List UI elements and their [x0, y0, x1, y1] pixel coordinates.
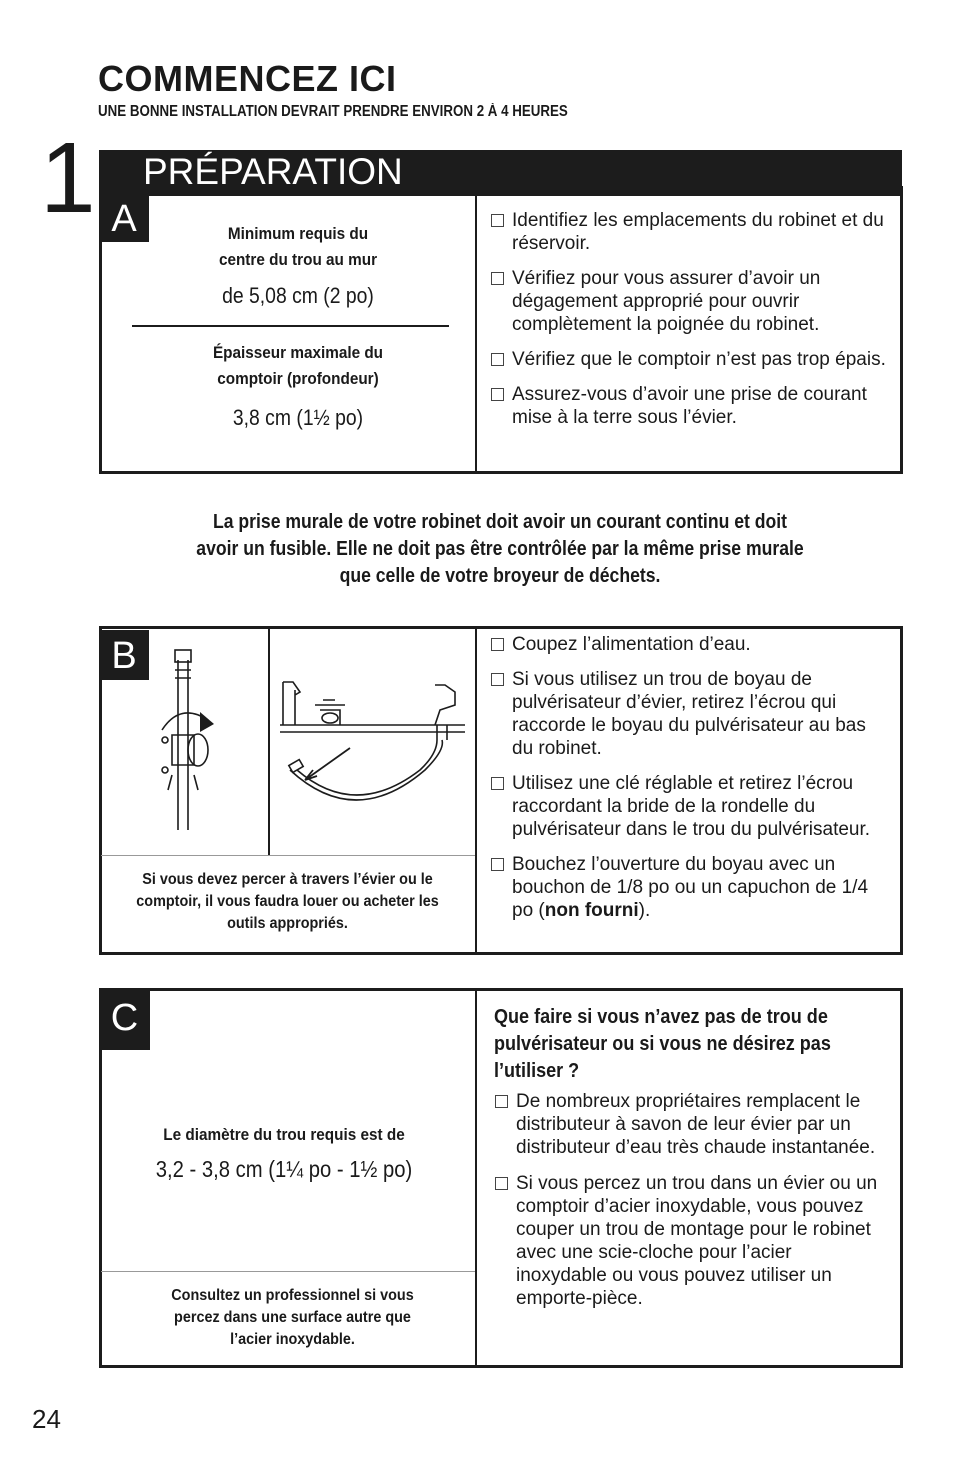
- section-b-divider: [475, 628, 477, 953]
- clearance-value: de 5,08 cm (2 po): [222, 283, 374, 308]
- checklist-item[interactable]: Identifiez les emplacements du robinet et du réservoir.: [486, 209, 886, 255]
- tools-note: Si vous devez percer à travers l’évier ou le comptoir, il vous faudra louer ou acheter les outils appropriés.: [136, 871, 439, 932]
- section-a-checklist: [486, 209, 886, 441]
- page-number: 24: [32, 1404, 61, 1434]
- section-b-letter: B: [99, 630, 149, 680]
- hole-diameter-label: Le diamètre du trou requis est de: [163, 1125, 405, 1144]
- section-a-letter: A: [99, 196, 149, 242]
- professional-note: Consultez un professionnel si vous percez dans une surface autre que l’acier inoxydable.: [171, 1287, 414, 1348]
- note-divider: [101, 855, 475, 856]
- checkbox-icon[interactable]: [495, 1095, 508, 1108]
- checkbox-icon[interactable]: [491, 777, 504, 790]
- checkbox-icon[interactable]: [491, 673, 504, 686]
- checklist-item[interactable]: Vérifiez que le comptoir n’est pas trop épais.: [486, 348, 886, 371]
- step-number: 1: [40, 122, 96, 234]
- checklist-item[interactable]: Vérifiez pour vous assurer d’avoir un dégagement approprié pour ouvrir complètement la poignée du robinet.: [486, 267, 886, 336]
- electrical-warning: La prise murale de votre robinet doit avoir un courant continu et doit avoir un fusible. Elle ne doit pas être contrôlée par la même prise murale que celle de votre broyeur de déchets.: [196, 511, 804, 587]
- section-heading: PRÉPARATION: [143, 151, 403, 192]
- spray-hose-illustration: [275, 670, 470, 820]
- checkbox-icon[interactable]: [495, 1177, 508, 1190]
- checkbox-icon[interactable]: [491, 214, 504, 227]
- section-c-checklist: [490, 1090, 885, 1322]
- section-b-checklist: [486, 633, 891, 934]
- clearance-label: Minimum requis du centre du trou au mur: [218, 224, 378, 269]
- checklist-item[interactable]: Bouchez l’ouverture du boyau avec un bouchon de 1/8 po ou un capuchon de 1/4 po (non fourni).: [486, 853, 891, 922]
- requirements-divider: [132, 325, 449, 327]
- section-c-divider: [475, 990, 477, 1366]
- checklist-item[interactable]: Si vous percez un trou dans un évier ou un comptoir d’acier inoxydable, vous pouvez couper un trou de montage pour le robinet avec une scie-cloche pour l’acier inoxydable ou vous pouvez utiliser un emporte-pièce.: [490, 1172, 885, 1310]
- page-title: COMMENCEZ ICI: [98, 58, 397, 99]
- spray-question: Que faire si vous n’avez pas de trou de pulvérisateur ou si vous ne désirez pas l’utiliser ?: [494, 1005, 831, 1082]
- checkbox-icon[interactable]: [491, 858, 504, 871]
- thickness-value: 3,8 cm (1½ po): [232, 405, 364, 430]
- checkbox-icon[interactable]: [491, 272, 504, 285]
- checklist-item[interactable]: Coupez l’alimentation d’eau.: [486, 633, 891, 656]
- section-c-letter: C: [99, 990, 150, 1050]
- checklist-item[interactable]: De nombreux propriétaires remplacent le distributeur à savon de leur évier par un distributeur d’eau très chaude instantanée.: [490, 1090, 885, 1159]
- checklist-item[interactable]: Utilisez une clé réglable et retirez l’écrou raccordant la bride de la rondelle du pulvérisateur dans le trou du pulvérisateur.: [486, 772, 891, 841]
- hole-diameter-value: 3,2 - 3,8 cm (1¼ po - 1½ po): [155, 1156, 413, 1182]
- wrench-nut-illustration: [150, 640, 260, 840]
- section-a-divider: [475, 196, 477, 472]
- checklist-item[interactable]: Assurez-vous d’avoir une prise de courant mise à la terre sous l’évier.: [486, 383, 886, 429]
- checkbox-icon[interactable]: [491, 353, 504, 366]
- thickness-label: Épaisseur maximale du comptoir (profondeur): [212, 343, 384, 388]
- checklist-item[interactable]: Si vous utilisez un trou de boyau de pulvérisateur d’évier, retirez l’écrou qui raccorde le boyau du pulvérisateur au bas du robinet.: [486, 668, 891, 760]
- illustration-divider: [268, 628, 270, 856]
- checkbox-icon[interactable]: [491, 638, 504, 651]
- page-subtitle: UNE BONNE INSTALLATION DEVRAIT PRENDRE ENVIRON 2 À 4 HEURES: [98, 103, 568, 120]
- checkbox-icon[interactable]: [491, 388, 504, 401]
- note-divider: [101, 1271, 475, 1272]
